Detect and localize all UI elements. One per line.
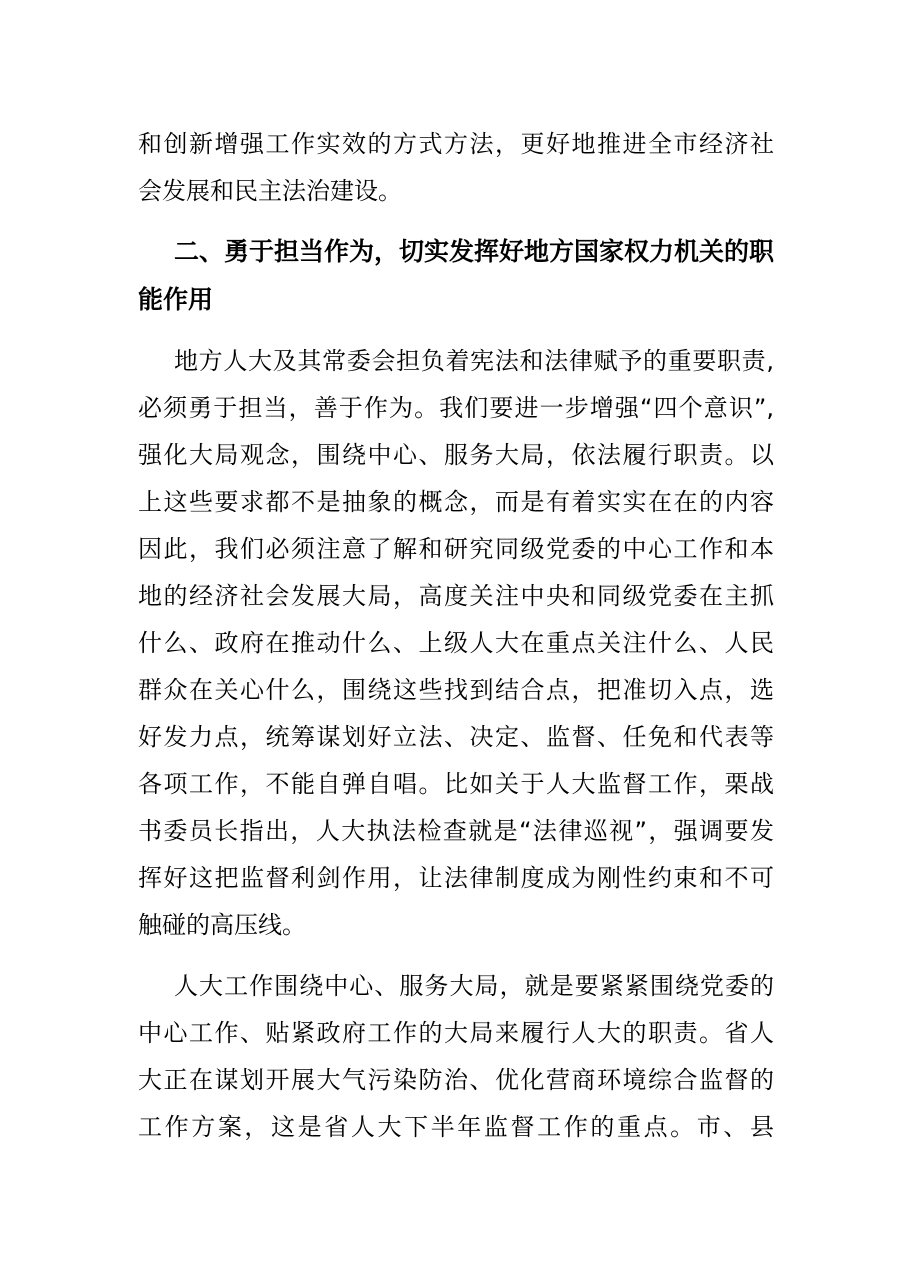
paragraph-1-line-13: 触碰的高压线。 — [138, 911, 306, 939]
intro-line-2: 会发展和民主法治建设。 — [138, 177, 402, 205]
paragraph-1-line-5: 因此，我们必须注意了解和研究同级党委的中心工作和本 — [138, 535, 774, 563]
paragraph-1-line-2: 必须勇于担当，善于作为。我们要进一步增强“四个意识”, — [138, 394, 774, 422]
section-heading-line-2: 能作用 — [138, 285, 214, 314]
paragraph-1-line-12: 挥好这把监督利剑作用，让法律制度成为刚性约束和不可 — [138, 864, 774, 892]
paragraph-1-line-3: 强化大局观念，围绕中心、服务大局，依法履行职责。以 — [138, 441, 774, 469]
paragraph-1-line-11: 书委员长指出，人大执法检查就是“法律巡视”，强调要发 — [138, 817, 774, 845]
paragraph-1-line-8: 群众在关心什么，围绕这些找到结合点，把准切入点，选 — [138, 676, 774, 704]
paragraph-1-line-6: 地的经济社会发展大局，高度关注中央和同级党委在主抓 — [138, 582, 774, 610]
intro-line-1: 和创新增强工作实效的方式方法，更好地推进全市经济社 — [138, 130, 774, 158]
section-heading-line-1: 二、勇于担当作为，切实发挥好地方国家权力机关的职 — [174, 237, 774, 266]
paragraph-1-line-4: 上这些要求都不是抽象的概念，而是有着实实在在的内容 — [138, 488, 774, 516]
paragraph-1-line-10: 各项工作，不能自弹自唱。比如关于人大监督工作，栗战 — [138, 770, 774, 798]
paragraph-2-line-1: 人大工作围绕中心、服务大局，就是要紧紧围绕党委的 — [174, 972, 774, 1000]
paragraph-2-line-3: 大正在谋划开展大气污染防治、优化营商环境综合监督的 — [138, 1066, 774, 1094]
paragraph-1-line-1: 地方人大及其常委会担负着宪法和法律赋予的重要职责, — [174, 347, 774, 375]
paragraph-2-line-4: 工作方案，这是省人大下半年监督工作的重点。市、县 — [138, 1113, 774, 1141]
paragraph-1-line-7: 什么、政府在推动什么、上级人大在重点关注什么、人民 — [138, 629, 774, 657]
paragraph-1-line-9: 好发力点，统筹谋划好立法、决定、监督、任免和代表等 — [138, 723, 774, 751]
paragraph-2-line-2: 中心工作、贴紧政府工作的大局来履行人大的职责。省人 — [138, 1019, 774, 1047]
